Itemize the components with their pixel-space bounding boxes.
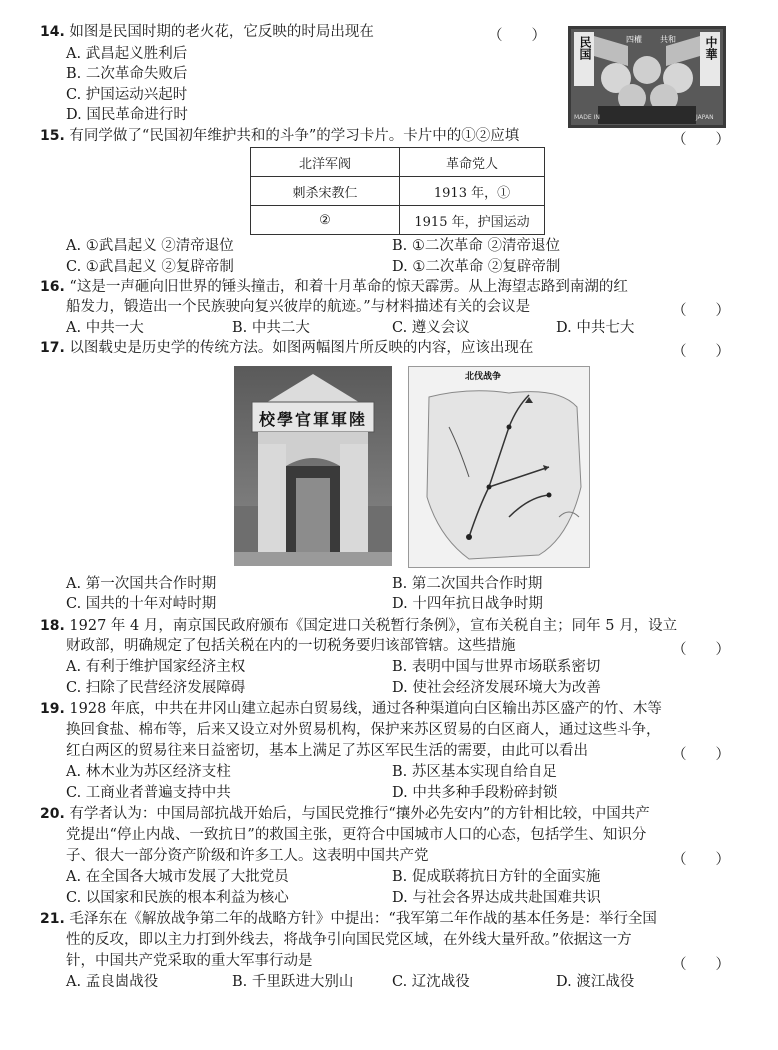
q21-stem-text-1: 毛泽东在《解放战争第二年的战略方针》中提出：“我军第二年作战的基本任务是：举行全国 xyxy=(69,911,657,927)
poster-left-text: 民国 xyxy=(578,36,592,60)
q16-option-c[interactable]: C. 遵义会议 xyxy=(392,320,470,336)
q21-answer-paren[interactable]: （ ） xyxy=(672,957,730,973)
q19-stem-line2: 换回食盐、棉布等，后来又设立对外贸易机构，保护来苏区贸易的白区商人，通过这些斗争， xyxy=(66,722,661,738)
q15-study-card-table xyxy=(250,147,545,235)
q20-option-d[interactable]: D. 与社会各界达成共赴国难共识 xyxy=(392,890,601,906)
table-header-cell: 革命党人 xyxy=(400,148,545,177)
q14-stem-text: 如图是民国时期的老火花，它反映的时局出现在 xyxy=(69,24,374,40)
q19-option-a[interactable]: A. 林木业为苏区经济支柱 xyxy=(66,764,231,780)
q19-stem-line1 xyxy=(40,699,662,719)
q17-option-c[interactable]: C. 国共的十年对峙时期 xyxy=(66,596,217,612)
table-header-row xyxy=(251,148,545,177)
q17-number: 17. xyxy=(40,340,65,356)
q21-option-b[interactable]: B. 千里跃进大别山 xyxy=(232,974,354,990)
q20-option-c[interactable]: C. 以国家和民族的根本利益为核心 xyxy=(66,890,289,906)
q20-stem-line1 xyxy=(40,804,650,824)
poster-mid2-text: 共和 xyxy=(660,35,676,44)
q18-number: 18. xyxy=(40,618,65,634)
q16-option-a[interactable]: A. 中共一大 xyxy=(66,320,144,336)
q18-option-c[interactable]: C. 扫除了民营经济发展障碍 xyxy=(66,680,246,696)
q18-answer-paren[interactable]: （ ） xyxy=(672,642,730,658)
table-cell: 1913 年，① xyxy=(400,177,545,206)
q15-option-a[interactable]: A. ①武昌起义 ②清帝退位 xyxy=(66,238,234,254)
q21-stem-line3: 针，中国共产党采取的重大军事行动是 xyxy=(66,953,313,969)
q18-stem-line2: 财政部，明确规定了包括关税在内的一切税务要归该部管辖。这些措施 xyxy=(66,638,516,654)
q21-option-d[interactable]: D. 渡江战役 xyxy=(556,974,635,990)
northern-expedition-map-image xyxy=(408,366,590,568)
q14-answer-paren[interactable]: （ ） xyxy=(488,28,546,44)
q14-option-a[interactable]: A. 武昌起义胜利后 xyxy=(66,46,188,62)
q21-stem-line2: 性的反攻，即以主力打到外线去，将战争引向国民党区域，在外线大量歼敌。”依据这一方 xyxy=(66,932,632,948)
q15-option-b[interactable]: B. ①二次革命 ②清帝退位 xyxy=(392,238,560,254)
gate-photo-graphic xyxy=(234,366,392,566)
q17-option-a[interactable]: A. 第一次国共合作时期 xyxy=(66,576,217,592)
q20-option-b[interactable]: B. 促成联蒋抗日方针的全面实施 xyxy=(392,869,601,885)
q17-option-d[interactable]: D. 十四年抗日战争时期 xyxy=(392,596,543,612)
q19-stem-line3: 红白两区的贸易往来日益密切，基本上满足了苏区军民生活的需要，由此可以看出 xyxy=(66,743,588,759)
poster-right-text: 中華 xyxy=(704,36,718,60)
table-header-cell: 北洋军阀 xyxy=(251,148,400,177)
q20-stem-line2: 党提出“停止内战、一致抗日”的救国主张，更符合中国城市人口的心态，包括学生、知识分 xyxy=(66,827,647,843)
q16-stem-text-1: “这是一声砸向旧世界的锤头撞击，和着十月革命的惊天霹雳。从上海望志路到南湖的红 xyxy=(69,279,628,295)
table-cell: 刺杀宋教仁 xyxy=(251,177,400,206)
q15-answer-paren[interactable]: （ ） xyxy=(672,132,730,148)
map-graphic xyxy=(409,367,589,567)
q20-stem-text-1: 有学者认为：中国局部抗战开始后，与国民党推行“攘外必先安内”的方针相比较，中国共产 xyxy=(69,806,650,822)
q18-option-b[interactable]: B. 表明中国与世界市场联系密切 xyxy=(392,659,601,675)
q14-option-d[interactable]: D. 国民革命进行时 xyxy=(66,107,188,123)
q20-answer-paren[interactable]: （ ） xyxy=(672,852,730,868)
q21-option-a[interactable]: A. 孟良崮战役 xyxy=(66,974,159,990)
poster-japan-text: JAPAN xyxy=(696,114,714,121)
q19-option-d[interactable]: D. 中共多种手段粉碎封锁 xyxy=(392,785,558,801)
q14-option-c[interactable]: C. 护国运动兴起时 xyxy=(66,87,188,103)
q21-stem-line1 xyxy=(40,909,657,929)
q16-option-b[interactable]: B. 中共二大 xyxy=(232,320,310,336)
q19-answer-paren[interactable]: （ ） xyxy=(672,747,730,763)
q19-number: 19. xyxy=(40,701,65,717)
table-cell: 1915 年，护国运动 xyxy=(400,206,545,235)
q17-option-b[interactable]: B. 第二次国共合作时期 xyxy=(392,576,543,592)
q14-number: 14. xyxy=(40,24,65,40)
matchbox-poster-image xyxy=(568,26,726,128)
q18-option-a[interactable]: A. 有利于维护国家经济主权 xyxy=(66,659,246,675)
q18-stem-text-1: 1927 年 4 月，南京国民政府颁布《国定进口关税暂行条例》，宣布关税自主；同年 5 月，设立 xyxy=(69,618,678,634)
q19-option-b[interactable]: B. 苏区基本实现自给自足 xyxy=(392,764,557,780)
table-row xyxy=(251,177,545,206)
q17-stem-text: 以图载史是历史学的传统方法。如图两幅图片所反映的内容，应该出现在 xyxy=(69,340,534,356)
q15-option-d[interactable]: D. ①二次革命 ②复辟帝制 xyxy=(392,259,561,275)
gate-inscription: 校學官軍軍陸 xyxy=(258,410,367,429)
q18-stem-line1 xyxy=(40,616,677,636)
q15-option-c[interactable]: C. ①武昌起义 ②复辟帝制 xyxy=(66,259,234,275)
poster-made-text: MADE IN xyxy=(574,114,600,121)
q16-option-d[interactable]: D. 中共七大 xyxy=(556,320,635,336)
q16-number: 16. xyxy=(40,279,65,295)
q16-stem-line2: 船发力，锻造出一个民族驶向复兴彼岸的航迹。”与材料描述有关的会议是 xyxy=(66,299,531,315)
q19-option-c[interactable]: C. 工商业者普遍支持中共 xyxy=(66,785,231,801)
military-academy-gate-image xyxy=(234,366,392,566)
q17-stem xyxy=(40,338,533,358)
q20-stem-line3: 子、很大一部分资产阶级和许多工人。这表明中国共产党 xyxy=(66,848,429,864)
q21-number: 21. xyxy=(40,911,65,927)
q16-answer-paren[interactable]: （ ） xyxy=(672,303,730,319)
table-row xyxy=(251,206,545,235)
q20-option-a[interactable]: A. 在全国各大城市发展了大批党员 xyxy=(66,869,289,885)
table-cell: ② xyxy=(251,206,400,235)
q21-option-c[interactable]: C. 辽沈战役 xyxy=(392,974,470,990)
q18-option-d[interactable]: D. 使社会经济发展环境大为改善 xyxy=(392,680,601,696)
map-title: 北伐战争 xyxy=(465,372,502,382)
q16-stem-line1 xyxy=(40,277,628,297)
q15-number: 15. xyxy=(40,128,65,144)
q19-stem-text-1: 1928 年底，中共在井冈山建立起赤白贸易线，通过各种渠道向白区输出苏区盛产的竹、木等 xyxy=(69,701,662,717)
q20-number: 20. xyxy=(40,806,65,822)
q17-answer-paren[interactable]: （ ） xyxy=(672,344,730,360)
q14-option-b[interactable]: B. 二次革命失败后 xyxy=(66,66,188,82)
q14-stem xyxy=(40,22,374,42)
q15-stem-text: 有同学做了“民国初年维护共和的斗争”的学习卡片。卡片中的①②应填 xyxy=(69,128,520,144)
q15-stem xyxy=(40,126,519,146)
poster-mid-text: 四權 xyxy=(626,35,642,44)
